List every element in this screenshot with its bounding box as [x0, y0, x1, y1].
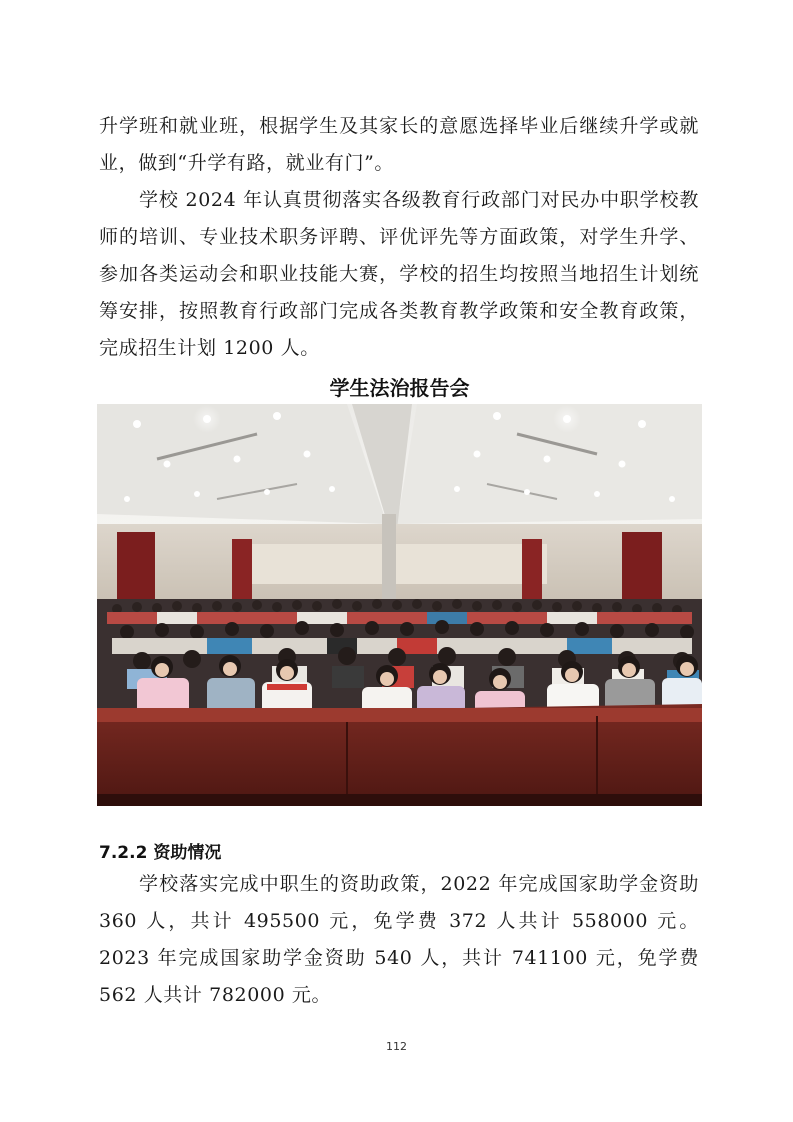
figure-caption: 学生法治报告会: [329, 376, 470, 400]
assembly-hall-photo: [97, 404, 702, 806]
page-number: 112: [386, 1040, 407, 1053]
paragraph-admission-tracks: 升学班和就业班，根据学生及其家长的意愿选择毕业后继续升学或就业，做到“升学有路，就业有门”。: [99, 115, 699, 174]
paragraph-financial-aid: 学校落实完成中职生的资助政策，2022 年完成国家助学金资助 360 人，共计 495500 元，免学费 372 人共计 558000 元。2023 年完成国家助学金资助 540 人，共计 741100 元，免学费 562 人共计 782000 元。: [99, 873, 699, 1006]
section-heading: 7.2.2 资助情况: [99, 843, 222, 863]
paragraph-policy-implementation: 学校 2024 年认真贯彻落实各级教育行政部门对民办中职学校教师的培训、专业技术职务评聘、评优评先等方面政策，对学生升学、参加各类运动会和职业技能大赛，学校的招生均按照当地招生计划统筹安排，按照教育行政部门完成各类教育教学政策和安全教育政策，完成招生计划 1200 人。: [99, 189, 699, 359]
